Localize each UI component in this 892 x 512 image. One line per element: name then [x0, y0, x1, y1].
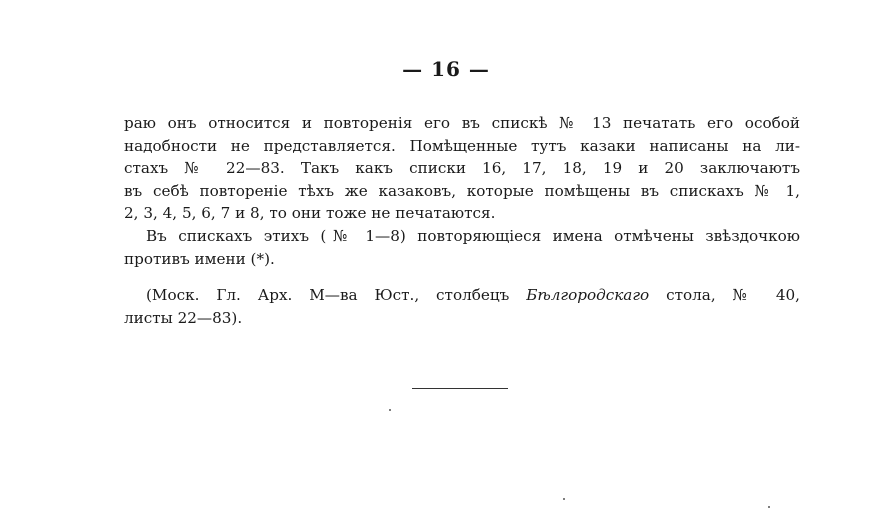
citation-text: (Моск. Гл. Арх. М—ва Юст., столбецъ — [146, 286, 510, 305]
section-divider — [412, 388, 508, 389]
text-line: противъ имени (*). — [124, 249, 275, 268]
text-line: Въ спискахъ этихъ (№ 1—8) повторяющіеся имена отмѣчены звѣздочкою — [146, 226, 800, 245]
page-number: — 16 — — [402, 57, 490, 81]
text-line: 2, 3, 4, 5, 6, 7 и 8, то они тоже не печатаются. — [124, 204, 496, 223]
citation-italic: Бѣлгородскаго — [526, 286, 650, 305]
page-body — [124, 112, 800, 329]
citation-line — [124, 284, 800, 307]
print-speck — [389, 409, 391, 411]
citation — [124, 284, 800, 329]
text-line: надобности не представляется. Помѣщенные тутъ казаки написаны на ли- — [124, 136, 800, 155]
paragraph-note — [124, 225, 800, 270]
citation-text: стола, № 40, — [666, 286, 800, 305]
text-line: стахъ № 22—83. Такъ какъ списки 16, 17, 18, 19 и 20 заключаютъ — [124, 159, 800, 178]
print-speck — [768, 506, 770, 508]
text-line: въ себѣ повтореніе тѣхъ же казаковъ, которые помѣщены въ спискахъ № 1, — [124, 181, 800, 200]
text-line: раю онъ относится и повторенія его въ спискѣ № 13 печатать его особой — [124, 114, 800, 132]
citation-line: листы 22—83). — [124, 308, 243, 327]
paragraph-continuation — [124, 112, 800, 225]
print-speck — [563, 498, 565, 500]
